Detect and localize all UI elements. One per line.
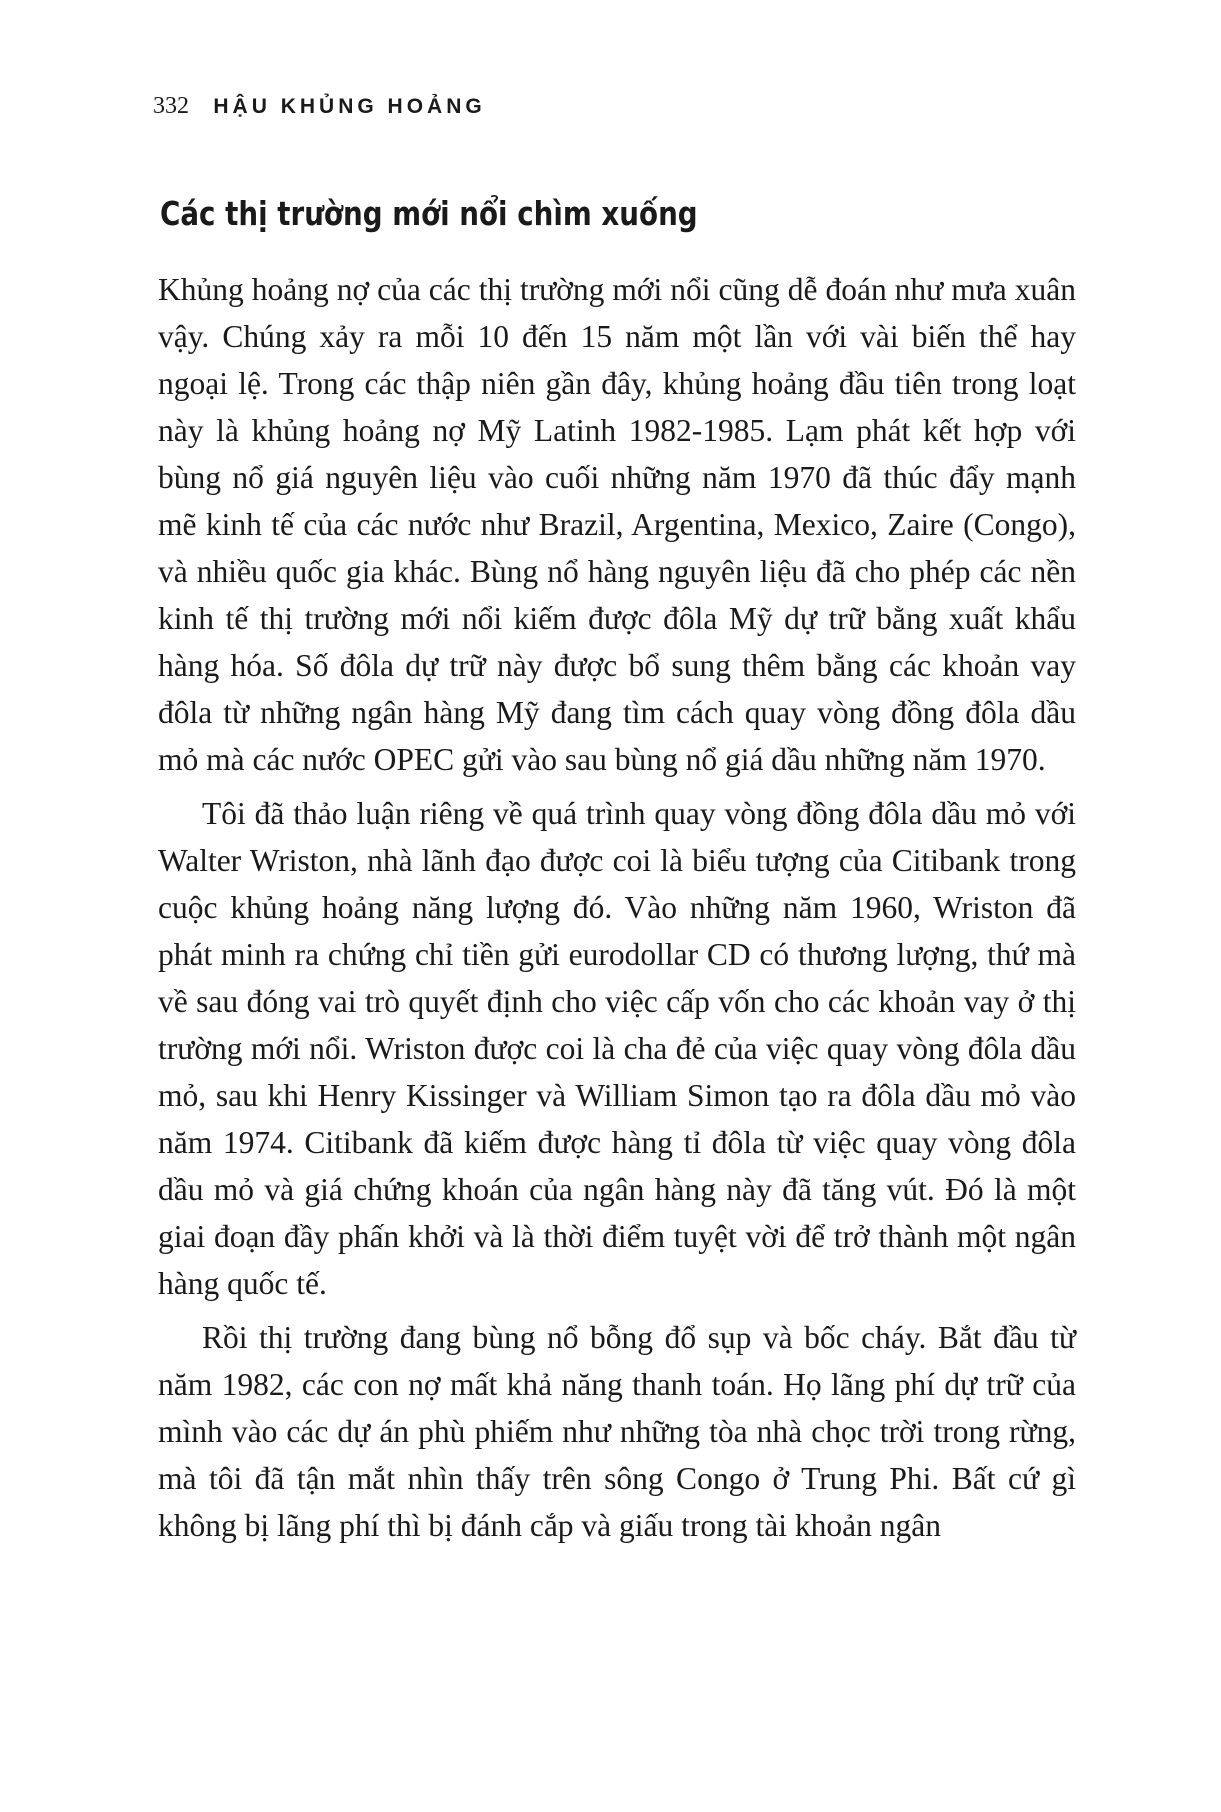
body-text <box>158 266 1076 1556</box>
paragraph-3: Rồi thị trường đang bùng nổ bỗng đổ sụp và bốc cháy. Bắt đầu từ năm 1982, các con nợ mất khả năng thanh toán. Họ lãng phí dự trữ của mình vào các dự án phù phiếm như những tòa nhà chọc trời trong rừng, mà tôi đã tận mắt nhìn thấy trên sông Congo ở Trung Phi. Bất cứ gì không bị lãng phí thì bị đánh cắp và giấu trong tài khoản ngân <box>158 1320 1076 1543</box>
section-title: Các thị trường mới nổi chìm xuống <box>160 194 698 233</box>
running-header <box>153 90 486 122</box>
book-title: HẬU KHỦNG HOẢNG <box>213 95 486 118</box>
paragraph-2: Tôi đã thảo luận riêng về quá trình quay vòng đồng đôla dầu mỏ với Walter Wriston, nhà lãnh đạo được coi là biểu tượng của Citibank trong cuộc khủng hoảng năng lượng đó. Vào những năm 1960, Wriston đã phát minh ra chứng chỉ tiền gửi eurodollar CD có thương lượng, thứ mà về sau đóng vai trò quyết định cho việc cấp vốn cho các khoản vay ở thị trường mới nổi. Wriston được coi là cha đẻ của việc quay vòng đôla dầu mỏ, sau khi Henry Kissinger và William Simon tạo ra đôla dầu mỏ vào năm 1974. Citibank đã kiếm được hàng tỉ đôla từ việc quay vòng đôla dầu mỏ và giá chứng khoán của ngân hàng này đã tăng vút. Đó là một giai đoạn đầy phấn khởi và là thời điểm tuyệt vời để trở thành một ngân hàng quốc tế. <box>158 796 1076 1301</box>
page-number: 332 <box>153 93 189 119</box>
paragraph-1: Khủng hoảng nợ của các thị trường mới nổi cũng dễ đoán như mưa xuân vậy. Chúng xảy ra mỗi 10 đến 15 năm một lần với vài biến thể hay ngoại lệ. Trong các thập niên gần đây, khủng hoảng đầu tiên trong loạt này là khủng hoảng nợ Mỹ Latinh 1982-1985. Lạm phát kết hợp với bùng nổ giá nguyên liệu vào cuối những năm 1970 đã thúc đẩy mạnh mẽ kinh tế của các nước như Brazil, Argentina, Mexico, Zaire (Congo), và nhiều quốc gia khác. Bùng nổ hàng nguyên liệu đã cho phép các nền kinh tế thị trường mới nổi kiếm được đôla Mỹ dự trữ bằng xuất khẩu hàng hóa. Số đôla dự trữ này được bổ sung thêm bằng các khoản vay đôla từ những ngân hàng Mỹ đang tìm cách quay vòng đồng đôla dầu mỏ mà các nước OPEC gửi vào sau bùng nổ giá dầu những năm 1970. <box>158 272 1076 777</box>
